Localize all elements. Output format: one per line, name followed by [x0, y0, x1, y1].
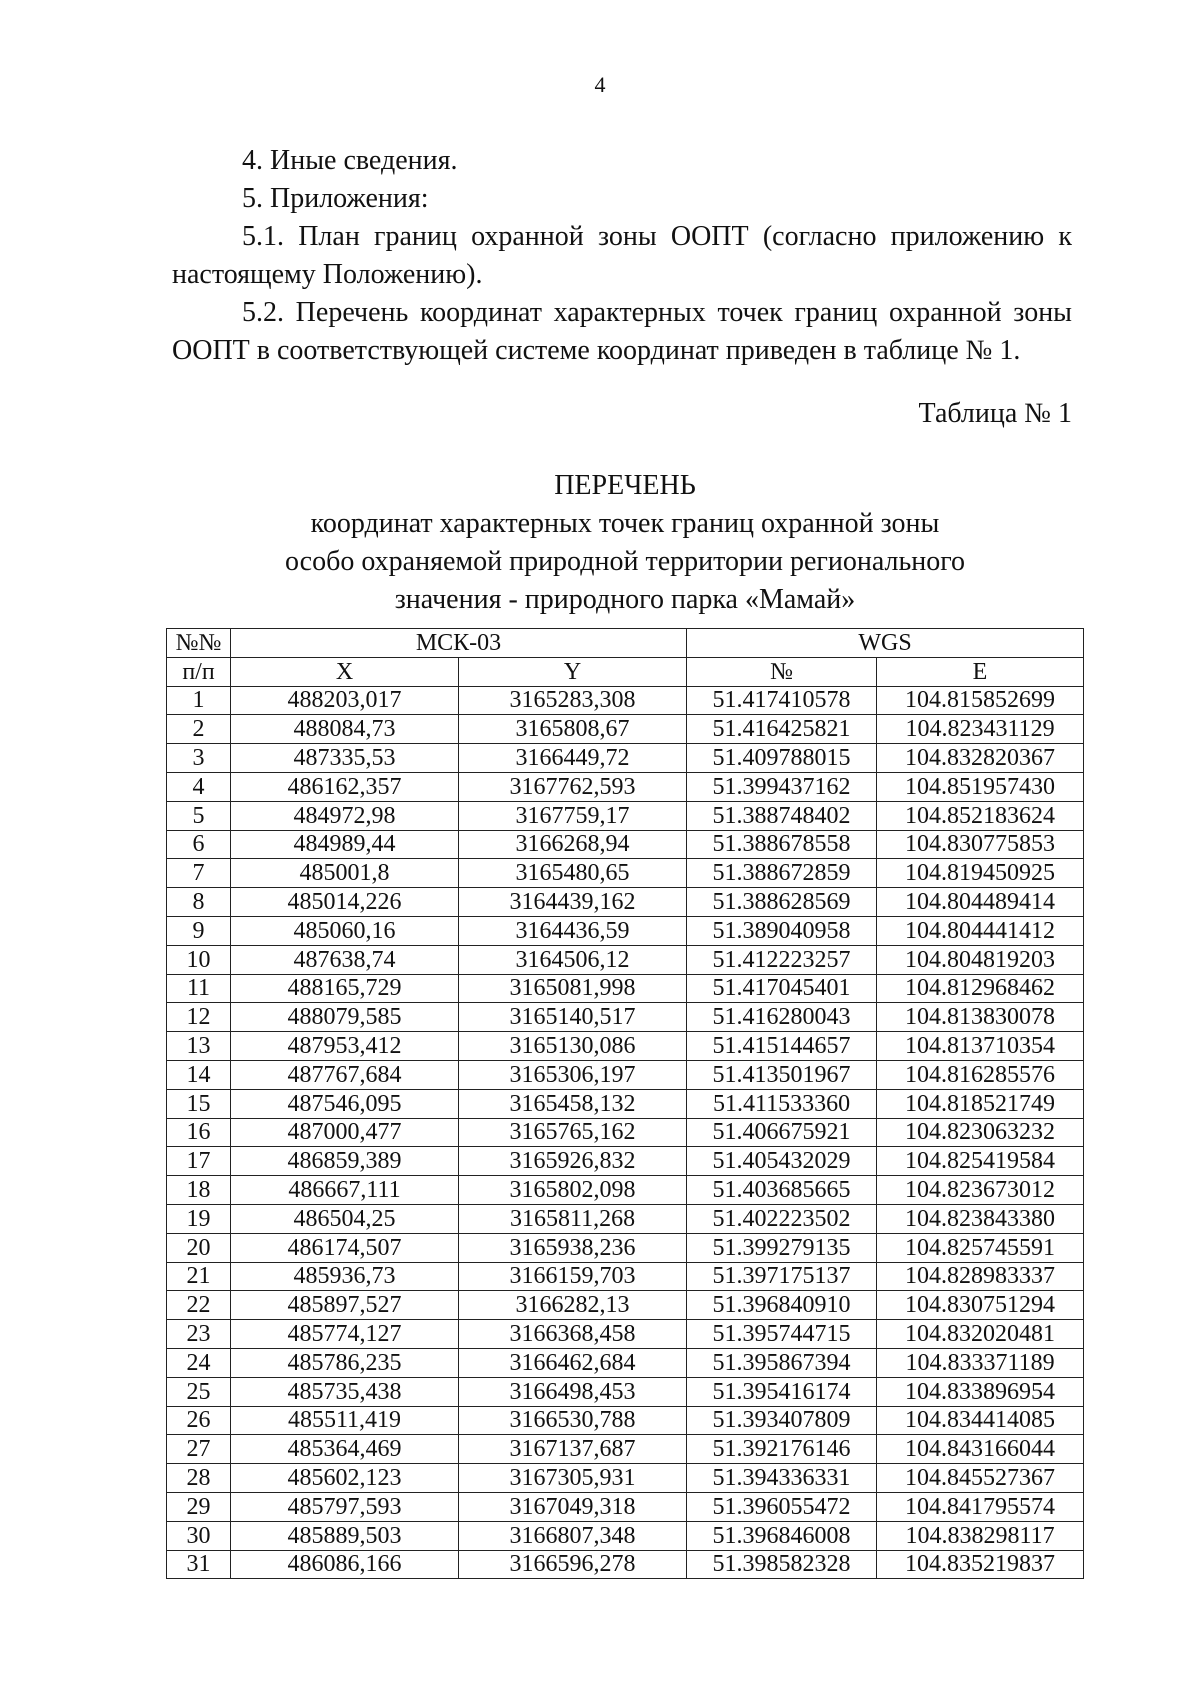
table-row	[167, 686, 1084, 715]
cell-y: 3165811,268	[459, 1204, 687, 1233]
cell-n: 51.388672859	[687, 859, 877, 888]
cell-n: 51.393407809	[687, 1406, 877, 1435]
cell-x: 488079,585	[231, 1003, 459, 1032]
page-number: 4	[594, 72, 606, 97]
cell-y: 3164506,12	[459, 945, 687, 974]
cell-y: 3167137,687	[459, 1435, 687, 1464]
header-n: №	[687, 657, 877, 686]
cell-x: 485797,593	[231, 1492, 459, 1521]
table-row	[167, 1377, 1084, 1406]
cell-y: 3166368,458	[459, 1320, 687, 1349]
cell-e: 104.832820367	[877, 744, 1084, 773]
cell-x: 485364,469	[231, 1435, 459, 1464]
table-row	[167, 1435, 1084, 1464]
cell-n: 51.396846008	[687, 1521, 877, 1550]
cell-x: 485001,8	[231, 859, 459, 888]
cell-e: 104.833371189	[877, 1348, 1084, 1377]
cell-y: 3166159,703	[459, 1262, 687, 1291]
cell-n: 51.409788015	[687, 744, 877, 773]
cell-n: 51.405432029	[687, 1147, 877, 1176]
cell-x: 485014,226	[231, 888, 459, 917]
table-row	[167, 1176, 1084, 1205]
cell-number: 26	[167, 1406, 231, 1435]
table-row	[167, 1464, 1084, 1493]
cell-n: 51.413501967	[687, 1060, 877, 1089]
cell-n: 51.412223257	[687, 945, 877, 974]
table-row	[167, 1348, 1084, 1377]
cell-x: 484989,44	[231, 830, 459, 859]
cell-x: 486504,25	[231, 1204, 459, 1233]
cell-y: 3166462,684	[459, 1348, 687, 1377]
paragraph-other-info: 4. Иные сведения.	[242, 145, 458, 176]
cell-y: 3165802,098	[459, 1176, 687, 1205]
cell-e: 104.841795574	[877, 1492, 1084, 1521]
cell-e: 104.830751294	[877, 1291, 1084, 1320]
cell-x: 485774,127	[231, 1320, 459, 1349]
table-row	[167, 1492, 1084, 1521]
table-row	[167, 888, 1084, 917]
cell-n: 51.388678558	[687, 830, 877, 859]
cell-y: 3165130,086	[459, 1032, 687, 1061]
cell-x: 488165,729	[231, 974, 459, 1003]
cell-y: 3165458,132	[459, 1089, 687, 1118]
table-row	[167, 1089, 1084, 1118]
cell-number: 18	[167, 1176, 231, 1205]
cell-e: 104.843166044	[877, 1435, 1084, 1464]
cell-n: 51.417410578	[687, 686, 877, 715]
cell-x: 486174,507	[231, 1233, 459, 1262]
table-body	[167, 686, 1084, 1579]
table-subheader-row	[167, 657, 1084, 686]
cell-number: 19	[167, 1204, 231, 1233]
cell-e: 104.815852699	[877, 686, 1084, 715]
cell-y: 3166530,788	[459, 1406, 687, 1435]
table-row	[167, 772, 1084, 801]
cell-y: 3167305,931	[459, 1464, 687, 1493]
cell-y: 3166596,278	[459, 1550, 687, 1579]
cell-n: 51.417045401	[687, 974, 877, 1003]
paragraph-plan: 5.1. План границ охранной зоны ООПТ (согласно приложению к настоящему Положению).	[172, 221, 1072, 290]
paragraph-coordinates-list: 5.2. Перечень координат характерных точек границ охранной зоны ООПТ в соответствующей системе координат приведен в таблице № 1.	[172, 297, 1072, 366]
table-row	[167, 1406, 1084, 1435]
cell-x: 486667,111	[231, 1176, 459, 1205]
cell-n: 51.406675921	[687, 1118, 877, 1147]
cell-e: 104.818521749	[877, 1089, 1084, 1118]
cell-x: 485936,73	[231, 1262, 459, 1291]
cell-number: 11	[167, 974, 231, 1003]
table-title-line: значения - природного парка «Мамай»	[394, 584, 856, 615]
cell-number: 30	[167, 1521, 231, 1550]
cell-e: 104.813710354	[877, 1032, 1084, 1061]
cell-y: 3167049,318	[459, 1492, 687, 1521]
cell-y: 3166282,13	[459, 1291, 687, 1320]
cell-e: 104.835219837	[877, 1550, 1084, 1579]
cell-y: 3165808,67	[459, 715, 687, 744]
cell-y: 3166498,453	[459, 1377, 687, 1406]
cell-x: 487638,74	[231, 945, 459, 974]
cell-number: 29	[167, 1492, 231, 1521]
cell-number: 6	[167, 830, 231, 859]
cell-y: 3165480,65	[459, 859, 687, 888]
table-row	[167, 1032, 1084, 1061]
header-wgs: WGS	[687, 629, 1084, 658]
cell-x: 488203,017	[231, 686, 459, 715]
cell-x: 485511,419	[231, 1406, 459, 1435]
cell-number: 7	[167, 859, 231, 888]
cell-e: 104.833896954	[877, 1377, 1084, 1406]
table-row	[167, 1147, 1084, 1176]
table-row	[167, 744, 1084, 773]
table-title-line: особо охраняемой природной территории регионального	[284, 546, 966, 577]
table-row	[167, 830, 1084, 859]
cell-n: 51.403685665	[687, 1176, 877, 1205]
cell-e: 104.813830078	[877, 1003, 1084, 1032]
cell-x: 486086,166	[231, 1550, 459, 1579]
cell-x: 485060,16	[231, 916, 459, 945]
table-row	[167, 1060, 1084, 1089]
cell-number: 3	[167, 744, 231, 773]
table-title-line: координат характерных точек границ охранной зоны	[310, 508, 940, 539]
cell-e: 104.823063232	[877, 1118, 1084, 1147]
cell-n: 51.399437162	[687, 772, 877, 801]
cell-y: 3166268,94	[459, 830, 687, 859]
cell-n: 51.396055472	[687, 1492, 877, 1521]
cell-e: 104.832020481	[877, 1320, 1084, 1349]
cell-number: 1	[167, 686, 231, 715]
cell-e: 104.823431129	[877, 715, 1084, 744]
coordinates-table	[166, 628, 1084, 1579]
header-y: Y	[459, 657, 687, 686]
cell-e: 104.825419584	[877, 1147, 1084, 1176]
header-e: E	[877, 657, 1084, 686]
cell-e: 104.828983337	[877, 1262, 1084, 1291]
cell-e: 104.825745591	[877, 1233, 1084, 1262]
cell-e: 104.845527367	[877, 1464, 1084, 1493]
cell-y: 3166807,348	[459, 1521, 687, 1550]
cell-number: 10	[167, 945, 231, 974]
table-title-heading: ПЕРЕЧЕНЬ	[554, 470, 696, 501]
cell-y: 3165306,197	[459, 1060, 687, 1089]
cell-e: 104.852183624	[877, 801, 1084, 830]
cell-number: 2	[167, 715, 231, 744]
cell-number: 8	[167, 888, 231, 917]
header-x: X	[231, 657, 459, 686]
header-pp: п/п	[167, 657, 231, 686]
cell-x: 487767,684	[231, 1060, 459, 1089]
cell-number: 28	[167, 1464, 231, 1493]
cell-x: 486162,357	[231, 772, 459, 801]
cell-n: 51.415144657	[687, 1032, 877, 1061]
table-row	[167, 801, 1084, 830]
cell-number: 16	[167, 1118, 231, 1147]
cell-n: 51.395744715	[687, 1320, 877, 1349]
cell-x: 485786,235	[231, 1348, 459, 1377]
cell-number: 13	[167, 1032, 231, 1061]
cell-e: 104.812968462	[877, 974, 1084, 1003]
cell-number: 4	[167, 772, 231, 801]
cell-number: 25	[167, 1377, 231, 1406]
header-number: №№	[167, 629, 231, 658]
cell-number: 9	[167, 916, 231, 945]
cell-n: 51.392176146	[687, 1435, 877, 1464]
cell-x: 485889,503	[231, 1521, 459, 1550]
cell-e: 104.804819203	[877, 945, 1084, 974]
body-text	[172, 142, 1072, 370]
cell-number: 24	[167, 1348, 231, 1377]
cell-e: 104.816285576	[877, 1060, 1084, 1089]
cell-y: 3167762,593	[459, 772, 687, 801]
cell-n: 51.395416174	[687, 1377, 877, 1406]
cell-n: 51.389040958	[687, 916, 877, 945]
cell-n: 51.399279135	[687, 1233, 877, 1262]
table-row	[167, 1291, 1084, 1320]
cell-x: 488084,73	[231, 715, 459, 744]
table-label: Таблица № 1	[918, 398, 1072, 429]
cell-y: 3165081,998	[459, 974, 687, 1003]
table-row	[167, 945, 1084, 974]
cell-e: 104.851957430	[877, 772, 1084, 801]
cell-e: 104.804489414	[877, 888, 1084, 917]
table-row	[167, 1204, 1084, 1233]
cell-x: 487000,477	[231, 1118, 459, 1147]
cell-x: 487953,412	[231, 1032, 459, 1061]
cell-x: 485602,123	[231, 1464, 459, 1493]
table-row	[167, 974, 1084, 1003]
cell-number: 5	[167, 801, 231, 830]
cell-e: 104.823843380	[877, 1204, 1084, 1233]
cell-n: 51.388628569	[687, 888, 877, 917]
cell-x: 486859,389	[231, 1147, 459, 1176]
cell-number: 17	[167, 1147, 231, 1176]
paragraph-appendices: 5. Приложения:	[242, 183, 429, 214]
cell-number: 31	[167, 1550, 231, 1579]
cell-y: 3164439,162	[459, 888, 687, 917]
cell-number: 22	[167, 1291, 231, 1320]
table-row	[167, 715, 1084, 744]
cell-x: 485897,527	[231, 1291, 459, 1320]
table-title	[0, 467, 1200, 619]
cell-e: 104.819450925	[877, 859, 1084, 888]
cell-y: 3165283,308	[459, 686, 687, 715]
cell-n: 51.398582328	[687, 1550, 877, 1579]
cell-y: 3165926,832	[459, 1147, 687, 1176]
header-msk03: МСК-03	[231, 629, 687, 658]
cell-e: 104.838298117	[877, 1521, 1084, 1550]
cell-y: 3166449,72	[459, 744, 687, 773]
cell-n: 51.416425821	[687, 715, 877, 744]
table-row	[167, 1003, 1084, 1032]
cell-e: 104.823673012	[877, 1176, 1084, 1205]
cell-number: 21	[167, 1262, 231, 1291]
table-row	[167, 1550, 1084, 1579]
cell-e: 104.804441412	[877, 916, 1084, 945]
cell-n: 51.416280043	[687, 1003, 877, 1032]
table-header-row	[167, 629, 1084, 658]
cell-y: 3165140,517	[459, 1003, 687, 1032]
cell-n: 51.397175137	[687, 1262, 877, 1291]
table-row	[167, 1118, 1084, 1147]
cell-n: 51.394336331	[687, 1464, 877, 1493]
cell-e: 104.830775853	[877, 830, 1084, 859]
cell-number: 12	[167, 1003, 231, 1032]
cell-number: 15	[167, 1089, 231, 1118]
cell-number: 20	[167, 1233, 231, 1262]
table-row	[167, 1521, 1084, 1550]
cell-y: 3164436,59	[459, 916, 687, 945]
cell-y: 3165938,236	[459, 1233, 687, 1262]
cell-n: 51.396840910	[687, 1291, 877, 1320]
cell-number: 23	[167, 1320, 231, 1349]
cell-y: 3167759,17	[459, 801, 687, 830]
cell-n: 51.402223502	[687, 1204, 877, 1233]
table-row	[167, 1233, 1084, 1262]
table-row	[167, 859, 1084, 888]
cell-n: 51.395867394	[687, 1348, 877, 1377]
cell-n: 51.388748402	[687, 801, 877, 830]
cell-number: 14	[167, 1060, 231, 1089]
cell-y: 3165765,162	[459, 1118, 687, 1147]
cell-x: 485735,438	[231, 1377, 459, 1406]
cell-e: 104.834414085	[877, 1406, 1084, 1435]
cell-number: 27	[167, 1435, 231, 1464]
table-row	[167, 1262, 1084, 1291]
table-row	[167, 1320, 1084, 1349]
cell-x: 487546,095	[231, 1089, 459, 1118]
cell-x: 484972,98	[231, 801, 459, 830]
cell-x: 487335,53	[231, 744, 459, 773]
table-row	[167, 916, 1084, 945]
cell-n: 51.411533360	[687, 1089, 877, 1118]
